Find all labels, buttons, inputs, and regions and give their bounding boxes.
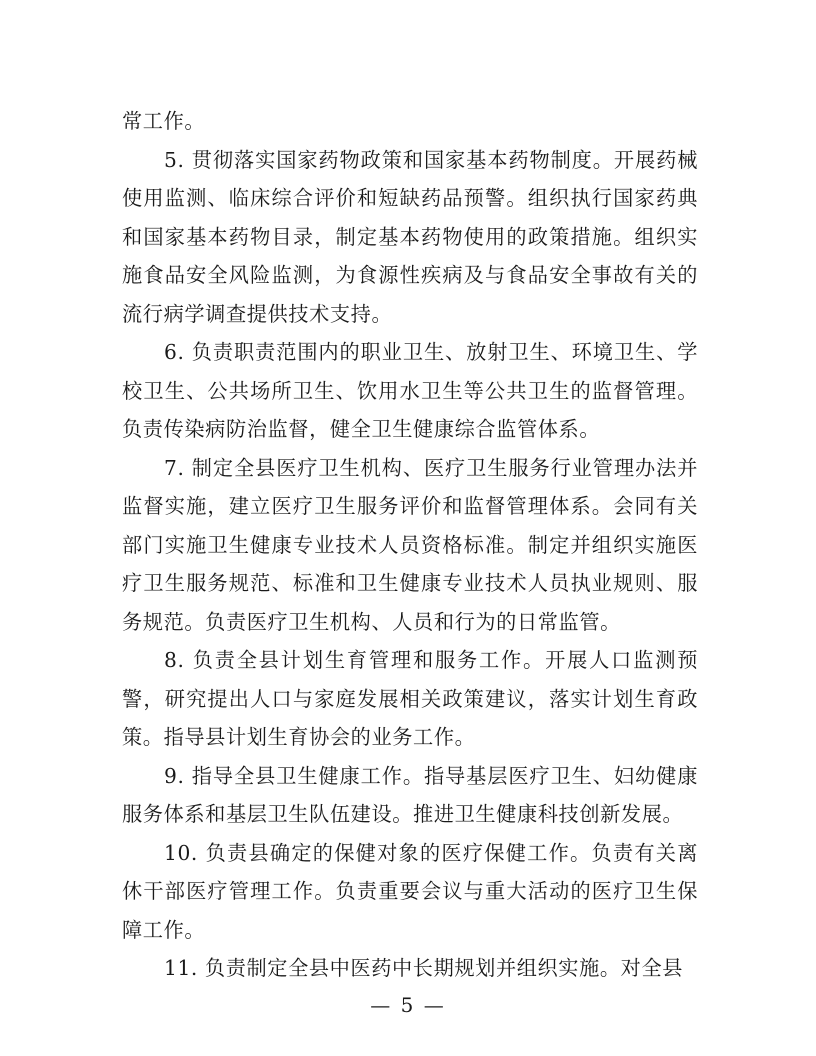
- paragraph-item-7: 7. 制定全县医疗卫生机构、医疗卫生服务行业管理办法并监督实施，建立医疗卫生服务评价和监督管理体系。会同有关部门实施卫生健康专业技术人员资格标准。制定并组织实施医疗卫生服务规范、标准和卫生健康专业技术人员执业规则、服务规范。负责医疗卫生机构、人员和行为的日常监管。: [122, 455, 698, 634]
- paragraph-continuation: 常工作。: [122, 109, 206, 133]
- document-body: [122, 102, 698, 988]
- paragraph-item-11: 11. 负责制定全县中医药中长期规划并组织实施。对全县: [164, 956, 684, 980]
- page-number: — 5 —: [370, 993, 446, 1017]
- paragraph-item-9: 9. 指导全县卫生健康工作。指导基层医疗卫生、妇幼健康服务体系和基层卫生队伍建设。推进卫生健康科技创新发展。: [122, 763, 698, 826]
- paragraph-item-10: 10. 负责县确定的保健对象的医疗保健工作。负责有关离休干部医疗管理工作。负责重要会议与重大活动的医疗卫生保障工作。: [122, 840, 698, 942]
- paragraph-item-5: 5. 贯彻落实国家药物政策和国家基本药物制度。开展药械使用监测、临床综合评价和短缺药品预警。组织执行国家药典和国家基本药物目录，制定基本药物使用的政策措施。组织实施食品安全风险监测，为食源性疾病及与食品安全事故有关的流行病学调查提供技术支持。: [122, 147, 698, 326]
- paragraph-item-8: 8. 负责全县计划生育管理和服务工作。开展人口监测预警，研究提出人口与家庭发展相关政策建议，落实计划生育政策。指导县计划生育协会的业务工作。: [122, 648, 698, 749]
- paragraph-item-6: 6. 负责职责范围内的职业卫生、放射卫生、环境卫生、学校卫生、公共场所卫生、饮用水卫生等公共卫生的监督管理。负责传染病防治监督，健全卫生健康综合监管体系。: [122, 340, 698, 441]
